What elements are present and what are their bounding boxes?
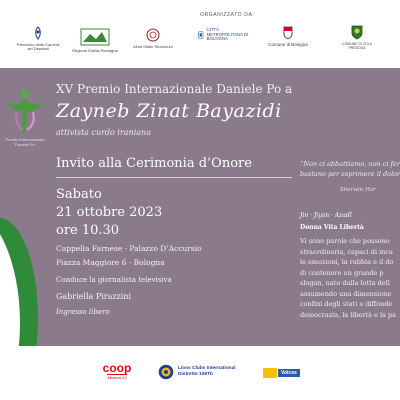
universita-text: Alma Mater Studiorum: [133, 44, 173, 49]
body-line: straordinaria, capaci di inca: [300, 247, 393, 256]
comune-zola-text: COMUNE DI ZOLA PREDOSA: [341, 42, 373, 50]
quote-line-2: bastano per esprimere il dolor: [300, 169, 400, 178]
event-address: Piazza Maggiore 6 · Bologna: [56, 258, 165, 267]
voices-yellow-icon: [263, 368, 277, 378]
heading-divider: [56, 177, 292, 178]
coop-subtitle: Alleanza 3.0: [107, 376, 127, 380]
regione-text: Regione Emilia-Romagna: [72, 48, 118, 53]
motto-kurdish: Jin · Jiyan · Azadî: [300, 212, 352, 219]
event-date: 21 ottobre 2023: [56, 205, 163, 220]
comune-bologna-text: Comune di Bologna: [268, 42, 308, 47]
camera-deputati-text: Patrocinio della Camera dei Deputati: [16, 42, 60, 52]
university-seal-icon: [146, 28, 160, 42]
lions-emblem-icon: [158, 364, 174, 380]
free-entry-note: Ingresso libero: [56, 308, 110, 316]
quote-author: Sherwin Har: [340, 187, 376, 193]
lions-text: [178, 366, 236, 378]
voices-wordmark: Voices: [278, 369, 300, 377]
lions-logo: [158, 364, 236, 380]
quote-text: [300, 160, 400, 180]
citta-metropolitana-icon: [198, 28, 204, 42]
voices-logo: [263, 368, 300, 378]
body-line: di contenere un grande p: [300, 268, 384, 277]
regione-logo: [70, 28, 120, 53]
comune-shield-icon: [283, 26, 293, 40]
header-logos-band: [0, 0, 400, 68]
body-line: slogan, nato dalla lotta dell: [300, 279, 390, 288]
lions-line-1: Lions Clubs International: [178, 366, 236, 372]
body-paragraph: [300, 236, 396, 320]
comune-zola-logo: [338, 24, 376, 51]
lions-line-2: Distretto 108Tb: [178, 372, 213, 377]
universita-logo: [128, 28, 178, 49]
citta-metropolitana-text: CITTÀ METROPOLITANA DI BOLOGNA: [206, 27, 249, 42]
event-time: ore 10.30: [56, 223, 120, 238]
citta-metropolitana-logo: [198, 28, 250, 42]
quote-line-1: “Non ci abbattiamo, non ci fer: [300, 160, 400, 168]
organized-by-label: ORGANIZZATO DA:: [200, 12, 255, 18]
body-line: democrazia, la libertà e la pa: [300, 310, 397, 319]
camera-emblem-icon: [33, 26, 43, 40]
body-line: confini degli stati e diffonde: [300, 300, 393, 309]
body-line: assumendo una dimensione: [300, 289, 392, 298]
body-line: le emozioni, la rabbia e il do: [300, 258, 394, 267]
comune-bologna-logo: [268, 26, 308, 48]
coop-logo: [100, 362, 134, 380]
coop-wordmark: coop: [102, 361, 132, 375]
body-line: Vi sono parole che possono: [300, 237, 390, 245]
premio-title: XV Premio Internazionale Daniele Po a: [56, 82, 293, 96]
event-venue: Cappella Farnese · Palazzo D’Accursio: [56, 244, 202, 253]
regione-emblem-icon: [80, 28, 110, 46]
honoree-name: Zayneb Zinat Bayazidi: [56, 100, 282, 122]
honoree-subtitle: attivista curdo iraniana: [56, 128, 151, 137]
emblem-caption: Premio Internazionale "Daniele Po": [5, 137, 45, 147]
camera-deputati-logo: [14, 26, 62, 52]
host-intro: Conduce la giornalista televisiva: [56, 276, 172, 284]
footer-sponsors: [0, 346, 400, 400]
host-name: Gabriella Pirazzini: [56, 292, 132, 301]
invitation-heading: Invito alla Cerimonia d’Onore: [56, 156, 252, 171]
motto-translation: Donna Vita Libertà: [300, 224, 364, 231]
event-day: Sabato: [56, 187, 102, 202]
zola-emblem-icon: [350, 24, 364, 40]
